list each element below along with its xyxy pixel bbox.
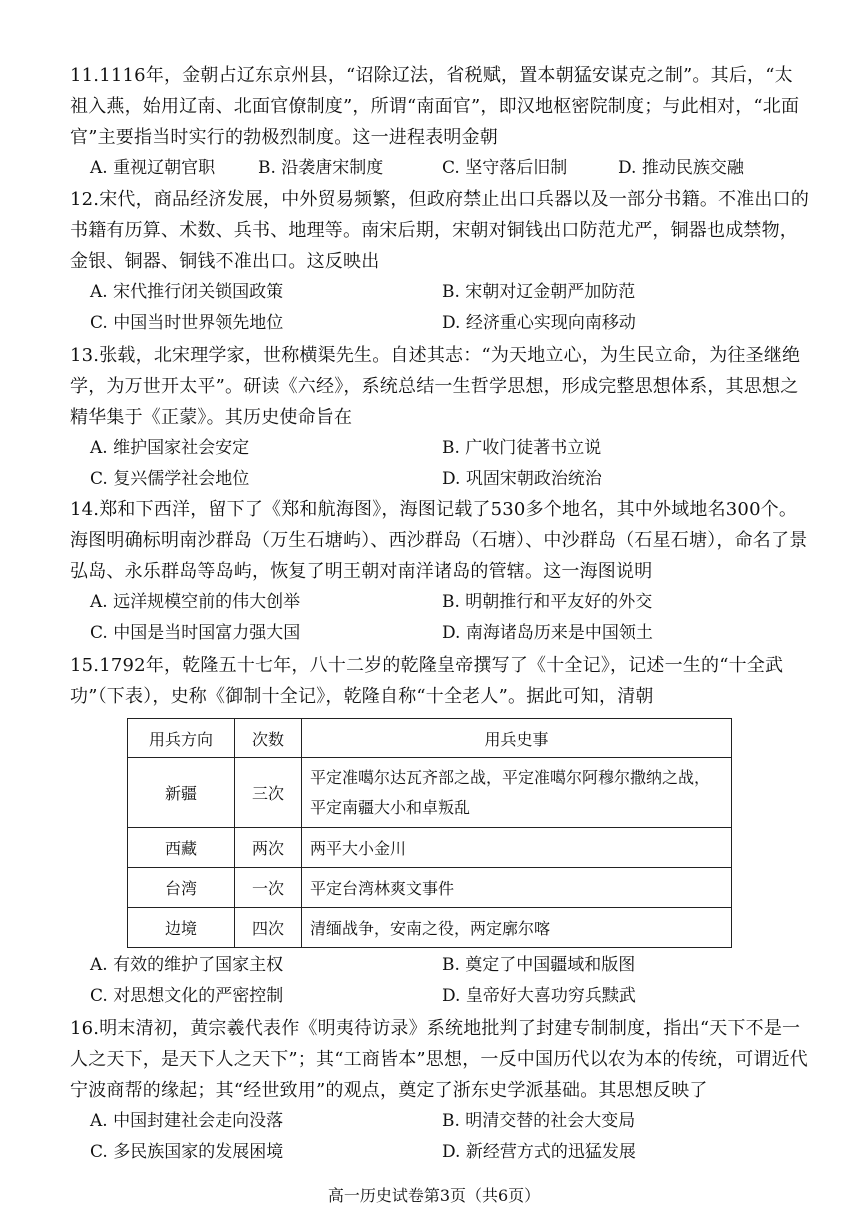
option-b[interactable]: B. 宋朝对辽金朝严加防范 — [442, 282, 636, 302]
table-cell: 台湾 — [128, 868, 235, 908]
options-row — [70, 587, 810, 618]
question-14 — [70, 494, 810, 649]
table-cell: 两平大小金川 — [302, 828, 732, 868]
question-15-options — [70, 950, 810, 1012]
table-cell: 两次 — [235, 828, 302, 868]
question-stem: 15.1792年，乾隆五十七年，八十二岁的乾隆皇帝撰写了《十全记》，记述一生的“十全武功”（下表），史称《御制十全记》，乾隆自称“十全老人”。据此可知，清朝 — [70, 655, 784, 707]
option-a[interactable]: A. 中国封建社会走向没落 — [90, 1111, 284, 1131]
option-c[interactable]: C. 中国当时世界领先地位 — [90, 313, 284, 333]
military-campaigns-table — [127, 718, 732, 948]
table-cell: 三次 — [235, 758, 302, 828]
options-row — [70, 153, 810, 184]
table-cell: 新疆 — [128, 758, 235, 828]
option-c[interactable]: C. 复兴儒学社会地位 — [90, 469, 250, 489]
question-11 — [70, 60, 810, 184]
question-stem: 11.1116年，金朝占辽东京州县，“诏除辽法，省税赋，置本朝猛安谋克之制”。其后，“太祖入燕，始用辽南、北面官僚制度”，所谓“南面官”，即汉地枢密院制度；与此相对，“北面官”主要指当时实行的勃极烈制度。这一进程表明金朝 — [70, 65, 800, 148]
question-stem: 12.宋代，商品经济发展，中外贸易频繁，但政府禁止出口兵器以及一部分书籍。不准出口的书籍有历算、术数、兵书、地理等。南宋后期，宋朝对铜钱出口防范尤严，铜器也成禁物，金银、铜器、铜钱不准出口。这反映出 — [70, 189, 810, 272]
option-b[interactable]: B. 明朝推行和平友好的外交 — [442, 592, 653, 612]
column-header: 用兵史事 — [302, 719, 732, 758]
option-d[interactable]: D. 新经营方式的迅猛发展 — [442, 1142, 636, 1162]
page-footer: 高一历史试卷第3页（共6页） — [327, 1186, 541, 1205]
question-16 — [70, 1013, 810, 1168]
options-row — [70, 308, 810, 339]
table-cell: 西藏 — [128, 828, 235, 868]
table-header-row — [128, 719, 732, 758]
option-a[interactable]: A. 宋代推行闭关锁国政策 — [90, 282, 284, 302]
option-d[interactable]: D. 南海诸岛历来是中国领土 — [442, 623, 653, 643]
option-d[interactable]: D. 推动民族交融 — [618, 158, 744, 178]
option-c[interactable]: C. 坚守落后旧制 — [442, 158, 568, 178]
question-stem: 13.张载，北宋理学家，世称横渠先生。自述其志：“为天地立心，为生民立命，为往圣继绝学，为万世开太平”。研读《六经》，系统总结一生哲学思想，形成完整思想体系，其思想之精华集于《正蒙》。其历史使命旨在 — [70, 345, 801, 428]
table-cell: 平定准噶尔达瓦齐部之战，平定准噶尔阿穆尔撒纳之战，平定南疆大小和卓叛乱 — [302, 758, 732, 828]
option-c[interactable]: C. 多民族国家的发展困境 — [90, 1142, 284, 1162]
options-row — [70, 277, 810, 308]
options-row — [70, 464, 810, 495]
option-a[interactable]: A. 远洋规模空前的伟大创举 — [90, 592, 301, 612]
option-a[interactable]: A. 重视辽朝官职 — [90, 158, 216, 178]
options-row — [70, 1106, 810, 1137]
options-row — [70, 618, 810, 649]
table-cell: 平定台湾林爽文事件 — [302, 868, 732, 908]
options-row — [70, 1137, 810, 1168]
question-15 — [70, 650, 810, 712]
table-cell: 边境 — [128, 908, 235, 948]
option-d[interactable]: D. 经济重心实现向南移动 — [442, 313, 636, 333]
column-header: 次数 — [235, 719, 302, 758]
option-d[interactable]: D. 皇帝好大喜功穷兵黩武 — [442, 986, 636, 1006]
table-row — [128, 758, 732, 828]
question-13 — [70, 340, 810, 495]
table-cell: 四次 — [235, 908, 302, 948]
option-b[interactable]: B. 奠定了中国疆域和版图 — [442, 955, 636, 975]
options-row — [70, 433, 810, 464]
table-cell: 清缅战争，安南之役，两定廓尔喀 — [302, 908, 732, 948]
option-b[interactable]: B. 沿袭唐宋制度 — [258, 158, 384, 178]
option-b[interactable]: B. 广收门徒著书立说 — [442, 438, 602, 458]
table-row — [128, 828, 732, 868]
option-a[interactable]: A. 有效的维护了国家主权 — [90, 955, 284, 975]
option-a[interactable]: A. 维护国家社会安定 — [90, 438, 250, 458]
column-header: 用兵方向 — [128, 719, 235, 758]
option-c[interactable]: C. 中国是当时国富力强大国 — [90, 623, 301, 643]
table-cell: 一次 — [235, 868, 302, 908]
question-12 — [70, 184, 810, 339]
option-c[interactable]: C. 对思想文化的严密控制 — [90, 986, 284, 1006]
options-row — [70, 981, 810, 1012]
table-row — [128, 908, 732, 948]
option-b[interactable]: B. 明清交替的社会大变局 — [442, 1111, 636, 1131]
question-stem: 16.明末清初，黄宗羲代表作《明夷待访录》系统地批判了封建专制制度，指出“天下不是一人之天下，是天下人之天下”；其“工商皆本”思想，一反中国历代以农为本的传统，可谓近代宁波商帮的缘起；其“经世致用”的观点，奠定了浙东史学派基础。其思想反映了 — [70, 1018, 809, 1101]
question-stem: 14.郑和下西洋，留下了《郑和航海图》，海图记载了530多个地名，其中外域地名300个。海图明确标明南沙群岛（万生石塘屿）、西沙群岛（石塘）、中沙群岛（石星石塘），命名了景弘岛、永乐群岛等岛屿，恢复了明王朝对南洋诸岛的管辖。这一海图说明 — [70, 499, 808, 582]
options-row — [70, 950, 810, 981]
option-d[interactable]: D. 巩固宋朝政治统治 — [442, 469, 602, 489]
table-row — [128, 868, 732, 908]
